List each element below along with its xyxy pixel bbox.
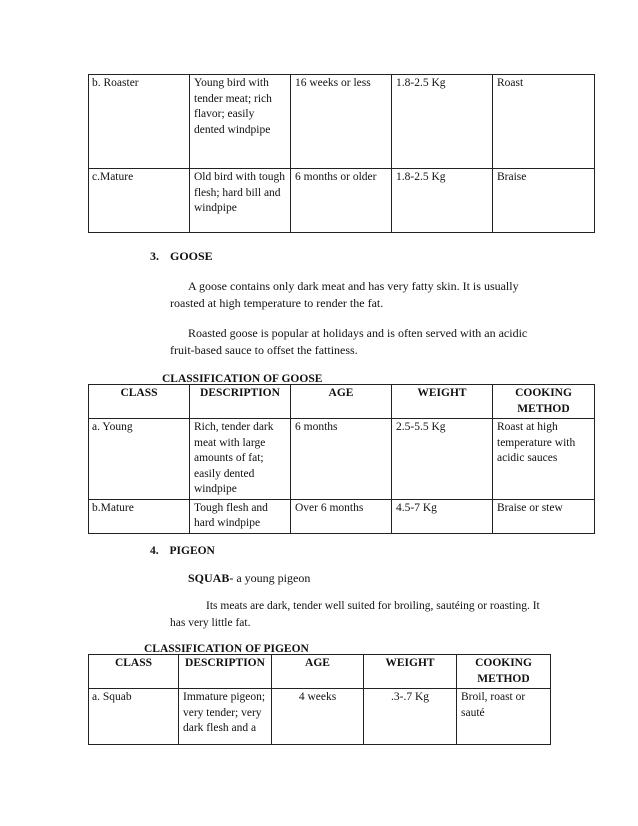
- cooking-method-cell: Roast at high temperature with acidic sauces: [493, 419, 595, 500]
- paragraph-text: A goose contains only dark meat and has very fatty skin. It is usually roasted at high temperature to render the fat.: [170, 279, 519, 310]
- header-description: DESCRIPTION: [179, 655, 272, 689]
- header-description: DESCRIPTION: [190, 385, 291, 419]
- class-cell: a. Young: [89, 419, 190, 500]
- header-age: AGE: [272, 655, 364, 689]
- heading-number: 3.: [150, 249, 159, 263]
- description-cell: Young bird with tender meat; rich flavor; easily dented windpipe: [190, 75, 291, 169]
- age-cell: 6 months: [291, 419, 392, 500]
- age-cell: 4 weeks: [272, 689, 364, 745]
- header-cooking-method: COOKING METHOD: [493, 385, 595, 419]
- pigeon-table-title: CLASSIFICATION OF PIGEON: [144, 643, 309, 655]
- squab-definition: [188, 570, 310, 586]
- table-header-row: [89, 385, 595, 419]
- heading-number: 4.: [150, 545, 159, 557]
- age-cell: 16 weeks or less: [291, 75, 392, 169]
- class-cell: b. Roaster: [89, 75, 190, 169]
- table-row: [89, 419, 595, 500]
- header-age: AGE: [291, 385, 392, 419]
- header-weight: WEIGHT: [364, 655, 457, 689]
- age-cell: 6 months or older: [291, 169, 392, 233]
- cooking-method-cell: Roast: [493, 75, 595, 169]
- description-cell: Old bird with tough flesh; hard bill and windpipe: [190, 169, 291, 233]
- paragraph-text: Its meats are dark, tender well suited for broiling, sautéing or roasting. It has very little fat.: [170, 600, 540, 629]
- pigeon-paragraph: [170, 598, 540, 632]
- goose-classification-table: [88, 384, 595, 534]
- weight-cell: 4.5-7 Kg: [392, 499, 493, 533]
- weight-cell: .3-.7 Kg: [364, 689, 457, 745]
- table-row: [89, 169, 595, 233]
- description-cell: Tough flesh and hard windpipe: [190, 499, 291, 533]
- goose-heading: [150, 248, 213, 264]
- squab-def: a young pigeon: [233, 571, 311, 585]
- paragraph-text: Roasted goose is popular at holidays and is often served with an acidic fruit-based sauce to offset the fattiness.: [170, 326, 528, 357]
- goose-paragraph-2: [170, 325, 550, 359]
- table-row: [89, 75, 595, 169]
- header-weight: WEIGHT: [392, 385, 493, 419]
- heading-text: PIGEON: [169, 545, 215, 557]
- pigeon-classification-table: [88, 654, 551, 745]
- age-cell: Over 6 months: [291, 499, 392, 533]
- goose-table-title: CLASSIFICATION OF GOOSE: [162, 373, 323, 385]
- header-class: CLASS: [89, 655, 179, 689]
- header-class: CLASS: [89, 385, 190, 419]
- weight-cell: 1.8-2.5 Kg: [392, 169, 493, 233]
- cooking-method-cell: Braise: [493, 169, 595, 233]
- pigeon-heading: [150, 543, 215, 559]
- weight-cell: 1.8-2.5 Kg: [392, 75, 493, 169]
- table-row: [89, 499, 595, 533]
- table-header-row: [89, 655, 551, 689]
- class-cell: a. Squab: [89, 689, 179, 745]
- cooking-method-cell: Braise or stew: [493, 499, 595, 533]
- weight-cell: 2.5-5.5 Kg: [392, 419, 493, 500]
- cooking-method-cell: Broil, roast or sauté: [457, 689, 551, 745]
- description-cell: Immature pigeon; very tender; very dark flesh and a: [179, 689, 272, 745]
- squab-term: SQUAB-: [188, 571, 234, 585]
- header-cooking-method: COOKING METHOD: [457, 655, 551, 689]
- goose-paragraph-1: [170, 278, 550, 312]
- heading-text: GOOSE: [170, 249, 213, 263]
- class-cell: b.Mature: [89, 499, 190, 533]
- table-row: [89, 689, 551, 745]
- description-cell: Rich, tender dark meat with large amounts of fat; easily dented windpipe: [190, 419, 291, 500]
- duck-classification-table-continued: [88, 74, 595, 233]
- class-cell: c.Mature: [89, 169, 190, 233]
